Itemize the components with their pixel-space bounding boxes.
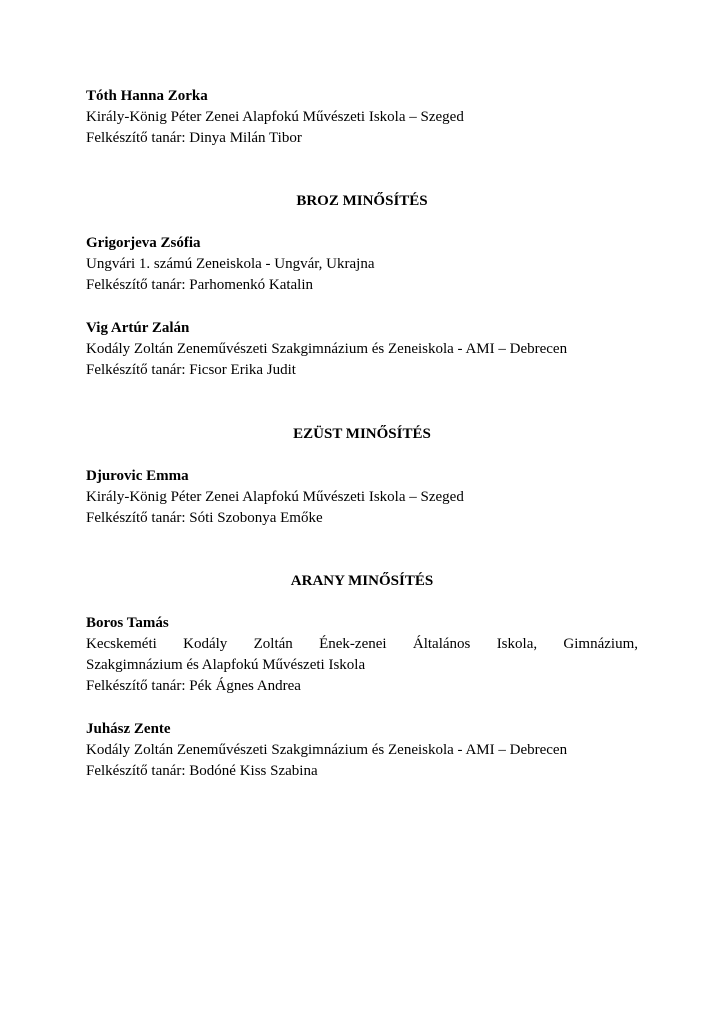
student-entry [86,613,638,697]
school-name: Kodály Zoltán Zeneművészeti Szakgimnázium és Zeneiskola - AMI – Debrecen [86,341,568,357]
student-entry [86,318,638,381]
student-name: Boros Tamás [86,615,169,631]
student-name: Grigorjeva Zsófia [86,235,201,251]
teacher-name: Felkészítő tanár: Ficsor Erika Judit [86,362,296,378]
student-entry [86,86,638,149]
teacher-name: Felkészítő tanár: Bodóné Kiss Szabina [86,763,318,779]
teacher-name: Felkészítő tanár: Parhomenkó Katalin [86,277,314,293]
student-name: Djurovic Emma [86,468,189,484]
school-name: Király-König Péter Zenei Alapfokú Művészeti Iskola – Szeged [86,489,464,505]
school-name: Kodály Zoltán Zeneművészeti Szakgimnázium és Zeneiskola - AMI – Debrecen [86,742,568,758]
student-entry [86,719,638,782]
school-name: Király-König Péter Zenei Alapfokú Művészeti Iskola – Szeged [86,109,464,125]
section-heading-silver: EZÜST MINŐSÍTÉS [293,426,431,442]
school-name-line-1: Kecskeméti Kodály Zoltán Ének-zenei Általános Iskola, Gimnázium, [86,636,638,652]
student-entry [86,233,638,296]
school-name-line-2: Szakgimnázium és Alapfokú Művészeti Iskola [86,657,366,673]
teacher-name: Felkészítő tanár: Sóti Szobonya Emőke [86,510,323,526]
student-name: Tóth Hanna Zorka [86,88,208,104]
section-heading-bronze: BROZ MINŐSÍTÉS [296,193,428,209]
student-entry [86,466,638,529]
section-heading-gold: ARANY MINŐSÍTÉS [290,573,434,589]
teacher-name: Felkészítő tanár: Dinya Milán Tibor [86,130,302,146]
school-name: Ungvári 1. számú Zeneiskola - Ungvár, Ukrajna [86,256,375,272]
student-name: Juhász Zente [86,721,171,737]
teacher-name: Felkészítő tanár: Pék Ágnes Andrea [86,678,301,694]
student-name: Vig Artúr Zalán [86,320,190,336]
